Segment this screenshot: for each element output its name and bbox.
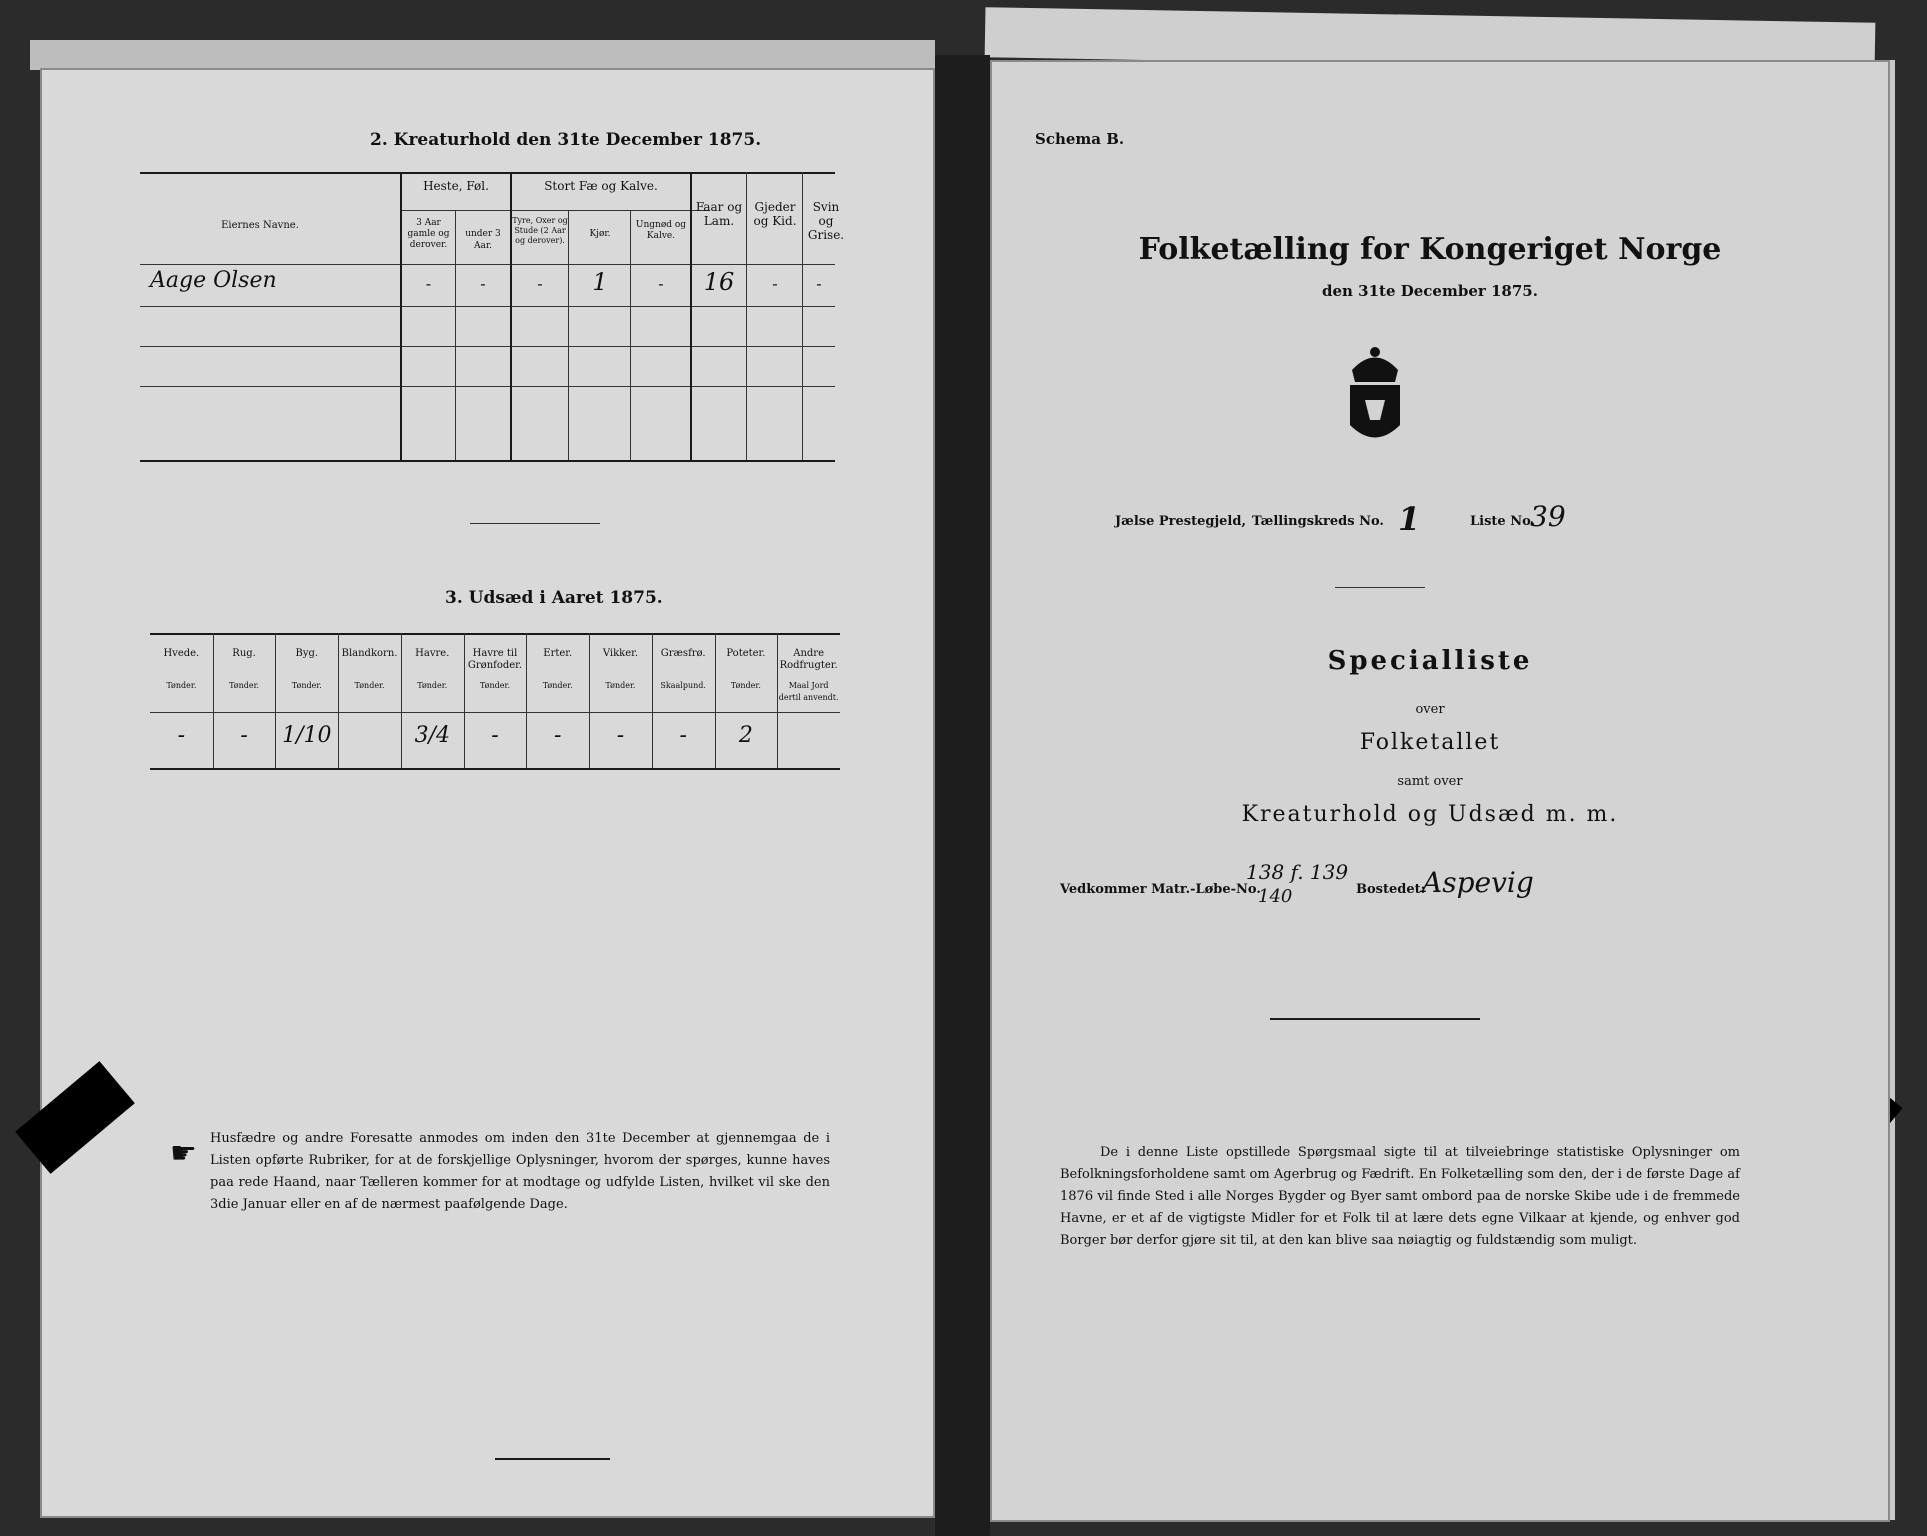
udsaed-header: Havre til Grønfoder. bbox=[467, 648, 523, 671]
table-rule bbox=[140, 386, 835, 387]
header-gjeder: Gjeder og Kid. bbox=[753, 200, 797, 228]
left-page bbox=[40, 68, 935, 1518]
divider bbox=[495, 1458, 610, 1460]
header-svin: Svin og Grise. bbox=[807, 200, 845, 242]
liste-value: 39 bbox=[1530, 500, 1566, 533]
over-label: over bbox=[1415, 702, 1445, 717]
divider bbox=[470, 523, 600, 524]
divider bbox=[1335, 587, 1425, 588]
cell-ungnod: - bbox=[658, 274, 664, 293]
table-rule bbox=[150, 768, 840, 770]
header-faar: Faar og Lam. bbox=[695, 200, 743, 228]
cell-faar: 16 bbox=[703, 268, 735, 296]
udsaed-cell: - bbox=[554, 723, 562, 748]
header-ungnod: Ungnød og Kalve. bbox=[635, 220, 687, 241]
table-rule bbox=[140, 172, 835, 174]
table-rule bbox=[400, 172, 402, 460]
udsaed-unit: Tønder. bbox=[417, 681, 448, 690]
udsaed-unit: Tønder. bbox=[229, 681, 260, 690]
header-heste: Heste, Føl. bbox=[423, 179, 489, 193]
header-heste-1: 3 Aar gamle og derover. bbox=[407, 218, 450, 250]
schema-label: Schema B. bbox=[1035, 130, 1125, 148]
udsaed-unit: Tønder. bbox=[291, 681, 322, 690]
udsaed-header: Poteter. bbox=[726, 648, 766, 659]
coat-of-arms-icon bbox=[1340, 340, 1410, 450]
title-date: den 31te December 1875. bbox=[1322, 282, 1538, 300]
specialliste-title: Specialliste bbox=[1327, 646, 1533, 676]
cell-svin: - bbox=[816, 274, 822, 293]
matr-value-top: 138 f. 139 bbox=[1246, 860, 1349, 884]
udsaed-unit: Tønder. bbox=[542, 681, 573, 690]
owner-name: Aage Olsen bbox=[150, 268, 277, 293]
table-rule bbox=[802, 172, 803, 460]
cell-heste-2: - bbox=[480, 274, 486, 293]
pointing-hand-icon: ☛ bbox=[170, 1136, 197, 1171]
udsaed-header: Græsfrø. bbox=[660, 648, 706, 659]
cell-heste-1: - bbox=[425, 274, 432, 293]
folketallet-label: Folketallet bbox=[1359, 730, 1501, 755]
kreaturhold-label: Kreaturhold og Udsæd m. m. bbox=[1241, 802, 1619, 827]
header-stortfae: Stort Fæ og Kalve. bbox=[544, 179, 658, 193]
udsaed-header: Havre. bbox=[415, 648, 450, 659]
cell-gjeder: - bbox=[772, 274, 778, 293]
header-tyre: Tyre, Oxer og Stude (2 Aar og derover). bbox=[512, 216, 568, 245]
liste-label: Liste No. bbox=[1470, 514, 1536, 529]
udsaed-cell: - bbox=[679, 723, 687, 748]
header-eiernes-navne: Eiernes Navne. bbox=[221, 220, 299, 231]
udsaed-unit: Tønder. bbox=[730, 681, 761, 690]
table-rule bbox=[746, 172, 747, 460]
udsaed-cell: - bbox=[177, 723, 186, 748]
udsaed-header: Hvede. bbox=[163, 648, 200, 659]
table-rule bbox=[150, 633, 840, 635]
bosted-value: Aspevig bbox=[1422, 866, 1534, 899]
footer-text: De i denne Liste opstillede Spørgsmaal sigte til at tilveiebringe statistiske Oplysninger om Befolkningsforholdene samt om Agerbrug og Fædrift. En Folketælling som den, der i de første Dage af 1876 vil finde Sted i alle Norges Bygder og Byer samt ombord paa de norske Skibe ude i de fremmede Havne, er et af de vigtigste Midler for et Folk til at lære dets egne Vilkaar at kjende, og enhver god Borger bør derfor gjøre sit til, at den kan blive saa nøiagtig og fuldstændig som muligt. bbox=[1060, 1145, 1740, 1248]
kreds-label: Tællingskreds No. bbox=[1252, 514, 1384, 529]
samt-over-label: samt over bbox=[1397, 774, 1463, 789]
udsaed-cell: 1/10 bbox=[282, 723, 332, 748]
header-heste-2: under 3 Aar. bbox=[465, 229, 501, 251]
udsaed-unit: Tønder. bbox=[605, 681, 636, 690]
udsaed-header: Erter. bbox=[543, 648, 573, 659]
section3-title: 3. Udsæd i Aaret 1875. bbox=[445, 588, 663, 608]
table-rule bbox=[630, 210, 631, 460]
matr-value-bottom: 140 bbox=[1258, 886, 1293, 907]
cell-kjor: 1 bbox=[592, 268, 608, 296]
udsaed-header: Andre Rodfrugter. bbox=[779, 648, 838, 671]
main-title: Folketælling for Kongeriget Norge bbox=[1138, 232, 1722, 267]
notice-text: Husfædre og andre Foresatte anmodes om inden den 31te December at gjennemgaa de i Listen opførte Rubriker, for at de forskjellige Oplysninger, hvorom der spørges, kunne haves paa rede Haand, naar Tælleren kommer for at modtage og udfylde Listen, hvilket vil ske den 3die Januar eller en af de nærmest paafølgende Dage. bbox=[210, 1131, 830, 1212]
header-kjor: Kjør. bbox=[589, 229, 611, 239]
table-rule bbox=[568, 210, 569, 460]
udsaed-unit: Skaalpund. bbox=[660, 681, 706, 690]
table-rule bbox=[140, 460, 835, 462]
section2-title: 2. Kreaturhold den 31te December 1875. bbox=[370, 130, 762, 150]
udsaed-cell: - bbox=[616, 723, 625, 748]
udsaed-cell: 3/4 bbox=[414, 723, 450, 748]
udsaed-cell: 2 bbox=[738, 723, 753, 748]
udsaed-header: Rug. bbox=[232, 648, 256, 659]
udsaed-unit: Tønder. bbox=[479, 681, 510, 690]
page-edge bbox=[30, 40, 935, 70]
right-page bbox=[990, 60, 1890, 1522]
table-rule bbox=[150, 712, 840, 713]
kreds-value: 1 bbox=[1398, 500, 1421, 538]
udsaed-header: Vikker. bbox=[602, 648, 639, 659]
prestegjeld-label: Jælse Prestegjeld, bbox=[1115, 514, 1246, 529]
table-rule bbox=[140, 264, 835, 265]
udsaed-header: Byg. bbox=[295, 648, 319, 659]
divider bbox=[1270, 1018, 1480, 1020]
table-rule bbox=[400, 210, 710, 211]
udsaed-unit: Maal Jord dertil anvendt. bbox=[778, 681, 839, 702]
table-rule bbox=[140, 346, 835, 347]
bosted-label: Bostedet: bbox=[1356, 882, 1426, 897]
udsaed-header: Blandkorn. bbox=[341, 648, 398, 659]
matr-label: Vedkommer Matr.-Løbe-No. bbox=[1060, 882, 1261, 897]
udsaed-cell: - bbox=[240, 723, 248, 748]
table-rule bbox=[140, 306, 835, 307]
udsaed-unit: Tønder. bbox=[166, 681, 197, 690]
udsaed-unit: Tønder. bbox=[354, 681, 385, 690]
udsaed-cell: - bbox=[491, 723, 499, 748]
cell-tyre: - bbox=[537, 274, 543, 293]
spine bbox=[935, 55, 990, 1536]
